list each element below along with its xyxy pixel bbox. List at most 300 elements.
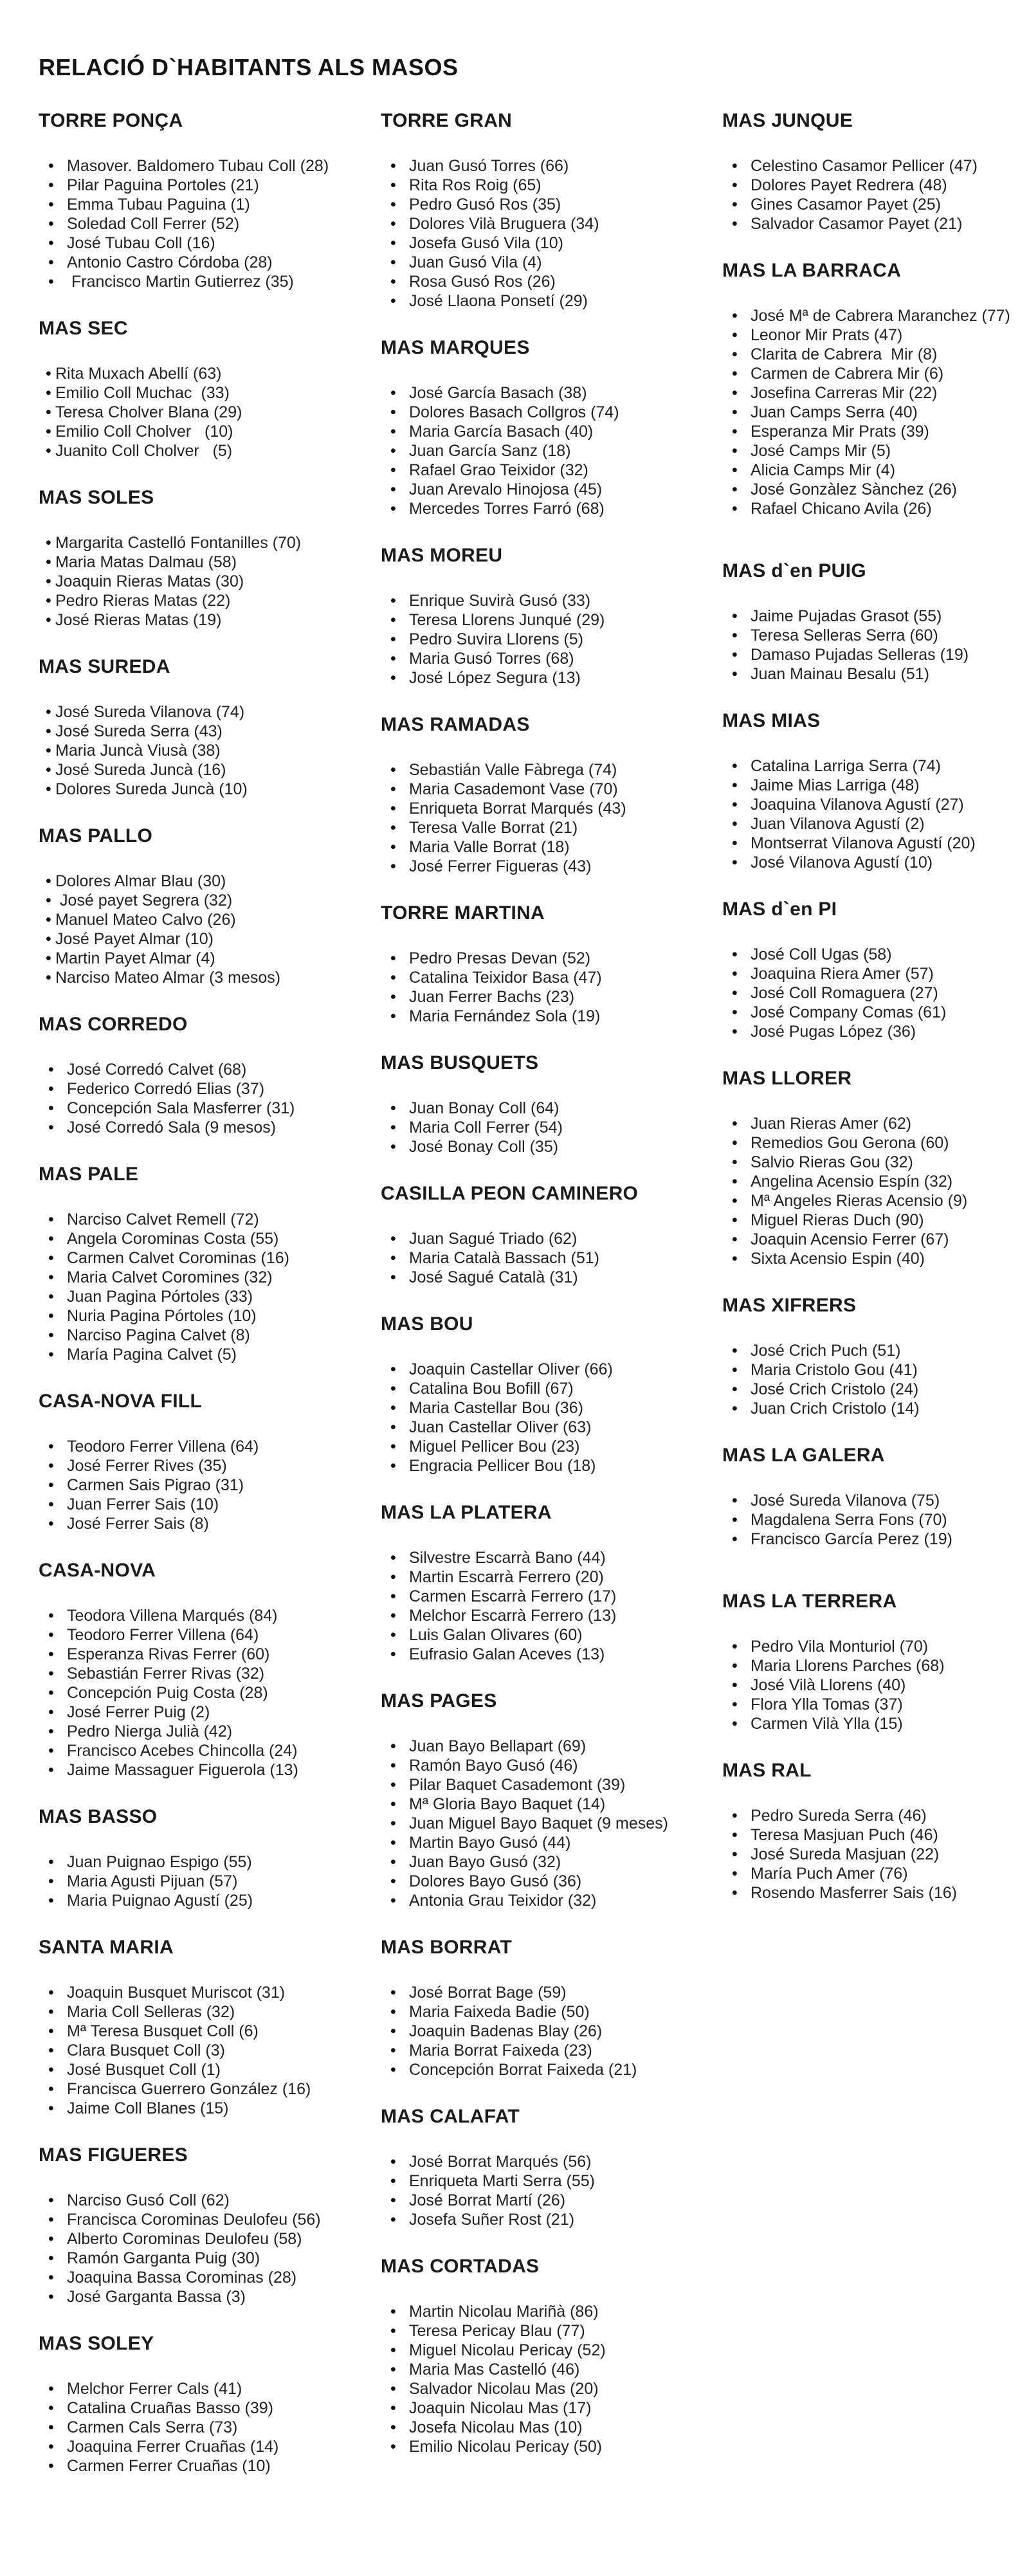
- inhabitant-name: Miguel Nicolau Pericay (52): [409, 2341, 606, 2359]
- inhabitant-item: [381, 1645, 722, 1664]
- inhabitant-name: Rita Ros Roig (65): [409, 176, 542, 194]
- bullet-icon: •: [48, 1742, 54, 1760]
- inhabitant-name: Concepción Sala Masferrer (31): [67, 1099, 295, 1117]
- inhabitant-name: Carmen Escarrà Ferrero (17): [409, 1587, 617, 1605]
- bullet-icon: •: [732, 1250, 738, 1268]
- inhabitant-item: [39, 1760, 381, 1780]
- inhabitant-list: [381, 1360, 722, 1475]
- inhabitant-name: José Crich Cristolo (24): [751, 1380, 919, 1398]
- inhabitant-item: [381, 461, 722, 480]
- inhabitant-name: José Borrat Bage (59): [409, 1984, 567, 2002]
- inhabitant-list: [39, 156, 381, 291]
- bullet-icon: •: [390, 1892, 396, 1910]
- inhabitant-name: José Borrat Martí (26): [409, 2191, 566, 2209]
- section-mas-xifrers: [722, 1294, 1029, 1418]
- inhabitant-name: Clarita de Cabrera Mir (8): [751, 345, 938, 363]
- inhabitant-name: Carmen Sais Pigrao (31): [67, 1476, 244, 1494]
- inhabitant-list: [39, 364, 381, 461]
- section-heading: TORRE GRAN: [381, 110, 513, 131]
- bullet-icon: •: [732, 854, 738, 872]
- bullet-icon: •: [390, 442, 396, 460]
- inhabitant-item: [381, 987, 722, 1007]
- inhabitant-name: José Corredó Calvet (68): [67, 1061, 247, 1079]
- bullet-icon: •: [46, 592, 51, 610]
- inhabitant-name: Esperanza Mir Prats (39): [751, 423, 929, 441]
- inhabitant-name: Jaime Massaguer Figuerola (13): [67, 1761, 298, 1779]
- section-heading: MAS BASSO: [39, 1806, 158, 1827]
- page-title: RELACIÓ D`HABITANTS ALS MASOS: [39, 54, 459, 80]
- bullet-icon: •: [732, 1115, 738, 1133]
- bullet-icon: •: [390, 2438, 396, 2456]
- inhabitant-item: [381, 591, 722, 610]
- inhabitant-name: Silvestre Escarrà Bano (44): [409, 1549, 606, 1567]
- section-santa-maria: [39, 1936, 381, 2118]
- bullet-icon: •: [390, 2153, 396, 2171]
- section-mas-basso: [39, 1805, 381, 1910]
- inhabitant-name: Emilio Coll Cholver (10): [55, 423, 233, 441]
- bullet-icon: •: [46, 969, 51, 987]
- bullet-icon: •: [48, 1307, 54, 1325]
- inhabitant-name: Pedro Rieras Matas (22): [55, 592, 231, 610]
- section-heading: MAS JUNQUE: [722, 110, 853, 131]
- inhabitant-item: [722, 645, 1029, 664]
- inhabitant-name: José Coll Romaguera (27): [751, 984, 938, 1002]
- bullet-icon: •: [48, 273, 54, 291]
- inhabitant-item: [39, 891, 381, 910]
- inhabitant-item: [381, 1852, 722, 1872]
- inhabitant-name: Martin Payet Almar (4): [55, 949, 215, 967]
- inhabitant-name: José Mª de Cabrera Maranchez (77): [751, 307, 1010, 325]
- inhabitant-item: [381, 2022, 722, 2041]
- inhabitant-name: Narciso Calvet Remell (72): [67, 1210, 259, 1229]
- inhabitant-name: Francisco Acebes Chincolla (24): [67, 1742, 298, 1760]
- bullet-icon: •: [48, 2249, 54, 2267]
- inhabitant-name: Dolores Almar Blau (30): [55, 872, 226, 890]
- bullet-icon: •: [390, 592, 396, 610]
- inhabitant-item: [722, 1806, 1029, 1825]
- inhabitant-name: María Pagina Calvet (5): [67, 1346, 237, 1364]
- inhabitant-name: Sixta Acensio Espin (40): [751, 1250, 925, 1268]
- inhabitant-name: Maria Juncà Viusà (38): [55, 742, 221, 760]
- inhabitant-item: [722, 176, 1029, 195]
- bullet-icon: •: [732, 1492, 738, 1510]
- inhabitant-name: Damaso Pujadas Selleras (19): [751, 646, 969, 664]
- bullet-icon: •: [732, 307, 738, 325]
- bullet-icon: •: [48, 1722, 54, 1740]
- inhabitant-item: [381, 480, 722, 499]
- inhabitant-item: [381, 2002, 722, 2022]
- inhabitant-name: José Ferrer Puig (2): [67, 1703, 210, 1721]
- bullet-icon: •: [732, 365, 738, 383]
- inhabitant-name: Rafael Chicano Avila (26): [751, 500, 932, 518]
- inhabitant-item: [381, 1229, 722, 1248]
- inhabitant-name: Joaquina Vilanova Agustí (27): [751, 796, 964, 814]
- bullet-icon: •: [732, 1865, 738, 1883]
- inhabitant-item: [381, 1398, 722, 1418]
- bullet-icon: •: [732, 1530, 738, 1548]
- inhabitant-name: Joaquin Badenas Blay (26): [409, 2022, 603, 2040]
- inhabitant-item: [381, 1567, 722, 1587]
- inhabitant-item: [381, 1737, 722, 1756]
- inhabitant-name: Remedios Gou Gerona (60): [751, 1134, 949, 1152]
- bullet-icon: •: [46, 949, 51, 967]
- inhabitant-name: Maria Coll Ferrer (54): [409, 1119, 563, 1137]
- bullet-icon: •: [732, 626, 738, 644]
- inhabitant-name: José Garganta Bassa (3): [67, 2288, 246, 2306]
- inhabitant-name: Joaquina Riera Amer (57): [751, 965, 934, 983]
- inhabitant-item: [722, 1491, 1029, 1510]
- inhabitant-list: [39, 1060, 381, 1137]
- inhabitant-item: [39, 702, 381, 722]
- inhabitant-item: [39, 553, 381, 572]
- section-heading: MAS LA TERRERA: [722, 1591, 897, 1612]
- bullet-icon: •: [732, 1230, 738, 1248]
- section-mas-bou: [381, 1313, 722, 1475]
- inhabitant-name: Joaquin Acensio Ferrer (67): [751, 1230, 949, 1248]
- section-heading: MAS RAL: [722, 1760, 812, 1781]
- section-heading: MAS MIAS: [722, 710, 821, 731]
- inhabitant-name: Josefa Gusó Vila (10): [409, 234, 563, 252]
- inhabitant-name: Carmen de Cabrera Mir (6): [751, 365, 944, 383]
- bullet-icon: •: [48, 2438, 54, 2456]
- inhabitant-name: José Sureda Masjuan (22): [751, 1845, 940, 1863]
- bullet-icon: •: [732, 984, 738, 1002]
- inhabitant-item: [39, 591, 381, 610]
- inhabitant-item: [381, 2341, 722, 2360]
- inhabitant-list: [39, 702, 381, 799]
- inhabitant-item: [39, 214, 381, 233]
- bullet-icon: •: [390, 253, 396, 271]
- bullet-icon: •: [48, 1703, 54, 1721]
- inhabitant-item: [381, 291, 722, 311]
- inhabitant-item: [39, 722, 381, 741]
- inhabitant-name: Teodora Villena Marqués (84): [67, 1607, 278, 1625]
- inhabitant-name: Alicia Camps Mir (4): [751, 461, 896, 479]
- inhabitant-name: Maria García Basach (40): [409, 423, 594, 441]
- inhabitant-item: [381, 1437, 722, 1456]
- inhabitant-list: [722, 306, 1029, 518]
- section-heading: MAS d`en PI: [722, 899, 837, 920]
- inhabitant-item: [39, 2287, 381, 2307]
- bullet-icon: •: [390, 669, 396, 687]
- inhabitant-name: Pedro Suvira Llorens (5): [409, 630, 583, 648]
- inhabitant-name: José Rieras Matas (19): [55, 611, 222, 629]
- inhabitant-list: [722, 1806, 1029, 1903]
- bullet-icon: •: [390, 273, 396, 291]
- bullet-icon: •: [390, 2303, 396, 2321]
- inhabitant-list: [381, 1099, 722, 1156]
- inhabitant-name: José Busquet Coll (1): [67, 2061, 221, 2079]
- inhabitant-name: Mª Teresa Busquet Coll (6): [67, 2022, 259, 2040]
- inhabitant-list: [39, 1983, 381, 2118]
- bullet-icon: •: [390, 2399, 396, 2417]
- bullet-icon: •: [46, 442, 51, 460]
- bullet-icon: •: [48, 1984, 54, 2002]
- bullet-icon: •: [732, 776, 738, 794]
- bullet-icon: •: [390, 2191, 396, 2209]
- bullet-icon: •: [732, 1638, 738, 1656]
- inhabitant-item: [722, 776, 1029, 795]
- section-mas-moreu: [381, 544, 722, 688]
- section-mas-borrat: [381, 1936, 722, 2079]
- inhabitant-name: Rafael Grao Teixidor (32): [409, 461, 588, 479]
- inhabitant-item: [39, 1983, 381, 2002]
- inhabitant-item: [39, 1683, 381, 1703]
- inhabitant-name: Maria Castellar Bou (36): [409, 1399, 583, 1417]
- section-heading: MAS FIGUERES: [39, 2144, 188, 2166]
- inhabitant-item: [39, 1326, 381, 1345]
- inhabitant-item: [381, 1137, 722, 1156]
- inhabitant-name: Juanito Coll Cholver (5): [55, 442, 233, 460]
- bullet-icon: •: [46, 403, 51, 421]
- inhabitant-name: Joaquina Bassa Corominas (28): [67, 2269, 297, 2287]
- inhabitant-name: Carmen Cals Serra (73): [67, 2418, 238, 2436]
- section-heading: MAS XIFRERS: [722, 1295, 857, 1316]
- inhabitant-list: [39, 2191, 381, 2307]
- bullet-icon: •: [732, 1826, 738, 1844]
- bullet-icon: •: [48, 2003, 54, 2021]
- inhabitant-item: [381, 1118, 722, 1137]
- section-heading: MAS PAGES: [381, 1690, 497, 1712]
- bullet-icon: •: [46, 780, 51, 798]
- inhabitant-name: Pedro Presas Devan (52): [409, 949, 591, 967]
- section-mas-mias: [722, 709, 1029, 872]
- inhabitant-item: [381, 2398, 722, 2418]
- bullet-icon: •: [390, 2361, 396, 2379]
- inhabitant-item: [381, 383, 722, 403]
- inhabitant-item: [722, 853, 1029, 872]
- bullet-icon: •: [48, 1230, 54, 1248]
- inhabitant-name: Maria Calvet Coromines (32): [67, 1268, 273, 1286]
- bullet-icon: •: [390, 500, 396, 518]
- inhabitant-name: Flora Ylla Tomas (37): [751, 1695, 903, 1713]
- inhabitant-name: Alberto Corominas Deulofeu (58): [67, 2230, 302, 2248]
- inhabitant-item: [39, 1306, 381, 1326]
- section-heading: MAS SUREDA: [39, 656, 170, 677]
- bullet-icon: •: [390, 2341, 396, 2359]
- section-mas-pallo: [39, 825, 381, 987]
- inhabitant-list: [39, 1852, 381, 1910]
- inhabitant-item: [722, 814, 1029, 834]
- bullet-icon: •: [48, 1249, 54, 1267]
- bullet-icon: •: [732, 326, 738, 344]
- inhabitant-name: Catalina Teixidor Basa (47): [409, 969, 602, 987]
- inhabitant-item: [39, 272, 381, 291]
- bullet-icon: •: [48, 1684, 54, 1702]
- section-mas-calafat: [381, 2105, 722, 2229]
- inhabitant-name: Enriqueta Marti Serra (55): [409, 2172, 596, 2190]
- inhabitant-item: [722, 1380, 1029, 1399]
- inhabitant-name: Joaquin Busquet Muriscot (31): [67, 1984, 286, 2002]
- inhabitant-name: Miguel Pellicer Bou (23): [409, 1438, 580, 1456]
- inhabitant-item: [39, 1606, 381, 1625]
- inhabitant-item: [39, 1514, 381, 1533]
- bullet-icon: •: [390, 1607, 396, 1625]
- bullet-icon: •: [390, 2003, 396, 2021]
- section-mas-ramadas: [381, 713, 722, 876]
- section-mas-la-galera: [722, 1444, 1029, 1549]
- bullet-icon: •: [732, 1715, 738, 1733]
- inhabitant-item: [381, 760, 722, 780]
- bullet-icon: •: [48, 1288, 54, 1306]
- inhabitant-name: Sebastián Ferrer Rivas (32): [67, 1665, 265, 1683]
- inhabitant-list: [39, 2379, 381, 2476]
- inhabitant-name: Martin Escarrà Ferrero (20): [409, 1568, 604, 1586]
- inhabitant-item: [381, 2302, 722, 2321]
- inhabitant-item: [39, 872, 381, 891]
- bullet-icon: •: [48, 1495, 54, 1513]
- bullet-icon: •: [390, 1230, 396, 1248]
- bullet-icon: •: [46, 911, 51, 929]
- inhabitant-name: Juan Ferrer Bachs (23): [409, 988, 575, 1006]
- inhabitant-name: Francisco Martin Gutierrez (35): [67, 273, 294, 291]
- inhabitant-name: Rita Muxach Abellí (63): [55, 365, 222, 383]
- inhabitant-item: [381, 272, 722, 291]
- inhabitant-item: [722, 664, 1029, 684]
- bullet-icon: •: [390, 403, 396, 421]
- inhabitant-item: [39, 1891, 381, 1910]
- inhabitant-list: [381, 949, 722, 1026]
- inhabitant-item: [39, 968, 381, 987]
- inhabitant-name: Masover. Baldomero Tubau Coll (28): [67, 157, 329, 175]
- bullet-icon: •: [390, 1418, 396, 1436]
- inhabitant-item: [39, 2191, 381, 2210]
- section-mas-d-en-pi: [722, 898, 1029, 1041]
- inhabitant-name: Dolores Basach Collgros (74): [409, 403, 619, 421]
- inhabitant-item: [39, 2437, 381, 2456]
- inhabitant-name: Maria Fernández Sola (19): [409, 1007, 601, 1025]
- bullet-icon: •: [732, 157, 738, 175]
- inhabitant-item: [39, 2210, 381, 2229]
- section-heading: CASA-NOVA FILL: [39, 1391, 203, 1412]
- inhabitant-name: Margarita Castelló Fontanilles (70): [55, 534, 302, 552]
- inhabitant-name: Joaquin Rieras Matas (30): [55, 572, 244, 590]
- bullet-icon: •: [390, 2172, 396, 2190]
- inhabitant-name: Concepción Puig Costa (28): [67, 1684, 268, 1702]
- inhabitant-item: [381, 195, 722, 214]
- inhabitant-list: [381, 591, 722, 688]
- bullet-icon: •: [732, 1192, 738, 1210]
- inhabitant-name: Luis Galan Olivares (60): [409, 1626, 583, 1644]
- bullet-icon: •: [390, 1438, 396, 1456]
- inhabitant-name: Joaquina Ferrer Cruañas (14): [67, 2438, 279, 2456]
- inhabitant-name: Catalina Larriga Serra (74): [751, 757, 941, 775]
- inhabitant-item: [39, 1210, 381, 1229]
- inhabitant-item: [39, 1722, 381, 1741]
- inhabitant-item: [381, 253, 722, 272]
- inhabitant-item: [722, 1656, 1029, 1676]
- bullet-icon: •: [732, 1134, 738, 1152]
- section-mas-d-en-puig: [722, 560, 1029, 684]
- inhabitant-item: [39, 2041, 381, 2060]
- bullet-icon: •: [732, 403, 738, 421]
- inhabitant-item: [722, 1133, 1029, 1153]
- section-mas-sec: [39, 317, 381, 461]
- section-heading: MAS LA PLATERA: [381, 1502, 552, 1523]
- inhabitant-item: [381, 2360, 722, 2379]
- inhabitant-item: [722, 441, 1029, 461]
- inhabitant-name: Juan Bayo Bellapart (69): [409, 1737, 587, 1755]
- inhabitant-item: [39, 2249, 381, 2268]
- inhabitant-name: Dolores Sureda Juncà (10): [55, 780, 248, 798]
- section-mas-la-platera: [381, 1501, 722, 1664]
- bullet-icon: •: [390, 234, 396, 252]
- inhabitant-item: [381, 441, 722, 461]
- inhabitant-item: [39, 1852, 381, 1872]
- bullet-icon: •: [390, 2380, 396, 2398]
- inhabitant-item: [722, 480, 1029, 499]
- inhabitant-item: [39, 2398, 381, 2418]
- inhabitant-item: [722, 422, 1029, 441]
- inhabitant-item: [39, 422, 381, 441]
- inhabitant-name: José Ferrer Sais (8): [67, 1515, 209, 1533]
- inhabitant-name: José Sagué Català (31): [409, 1268, 578, 1286]
- bullet-icon: •: [48, 157, 54, 175]
- inhabitant-name: Pedro Sureda Serra (46): [751, 1807, 927, 1825]
- bullet-icon: •: [48, 2457, 54, 2475]
- bullet-icon: •: [390, 215, 396, 233]
- inhabitant-name: Juan Camps Serra (40): [751, 403, 918, 421]
- inhabitant-name: Antonio Castro Córdoba (28): [67, 253, 273, 271]
- bullet-icon: •: [732, 500, 738, 518]
- bullet-icon: •: [390, 1834, 396, 1852]
- inhabitant-item: [722, 1341, 1029, 1360]
- bullet-icon: •: [48, 2288, 54, 2306]
- inhabitant-name: Emma Tubau Paguina (1): [67, 196, 250, 214]
- inhabitant-item: [381, 1007, 722, 1026]
- bullet-icon: •: [48, 1061, 54, 1079]
- inhabitant-item: [39, 195, 381, 214]
- inhabitant-item: [39, 1741, 381, 1760]
- bullet-icon: •: [390, 838, 396, 856]
- inhabitant-name: Juan Puignao Espigo (55): [67, 1853, 252, 1871]
- inhabitant-item: [722, 795, 1029, 814]
- section-mas-corredo: [39, 1013, 381, 1137]
- inhabitant-name: Pedro Gusó Ros (35): [409, 196, 561, 214]
- inhabitant-item: [722, 499, 1029, 518]
- bullet-icon: •: [732, 1845, 738, 1863]
- inhabitant-list: [381, 2302, 722, 2456]
- inhabitant-name: Nuria Pagina Pórtoles (10): [67, 1307, 257, 1325]
- bullet-icon: •: [732, 196, 738, 214]
- inhabitant-item: [722, 1510, 1029, 1530]
- bullet-icon: •: [732, 1361, 738, 1379]
- bullet-icon: •: [390, 1549, 396, 1567]
- inhabitant-item: [722, 403, 1029, 422]
- inhabitant-list: [381, 1737, 722, 1910]
- inhabitant-item: [381, 2321, 722, 2341]
- inhabitant-item: [39, 403, 381, 422]
- inhabitant-item: [722, 1153, 1029, 1172]
- inhabitant-item: [381, 1872, 722, 1891]
- bullet-icon: •: [390, 461, 396, 479]
- inhabitant-name: Maria Agusti Pijuan (57): [67, 1872, 238, 1890]
- bullet-icon: •: [390, 2211, 396, 2229]
- bullet-icon: •: [732, 665, 738, 683]
- bullet-icon: •: [390, 292, 396, 310]
- inhabitant-list: [381, 156, 722, 311]
- inhabitant-name: José Gonzàlez Sànchez (26): [751, 480, 958, 498]
- inhabitant-name: Josefina Carreras Mir (22): [751, 384, 938, 402]
- inhabitant-item: [39, 1099, 381, 1118]
- inhabitant-item: [722, 214, 1029, 233]
- inhabitant-name: José Bonay Coll (35): [409, 1138, 559, 1156]
- inhabitant-name: Teresa Valle Borrat (21): [409, 819, 578, 837]
- inhabitant-item: [381, 610, 722, 630]
- inhabitant-name: Celestino Casamor Pellicer (47): [751, 157, 978, 175]
- inhabitant-list: [722, 1341, 1029, 1418]
- section-casa-nova: [39, 1559, 381, 1780]
